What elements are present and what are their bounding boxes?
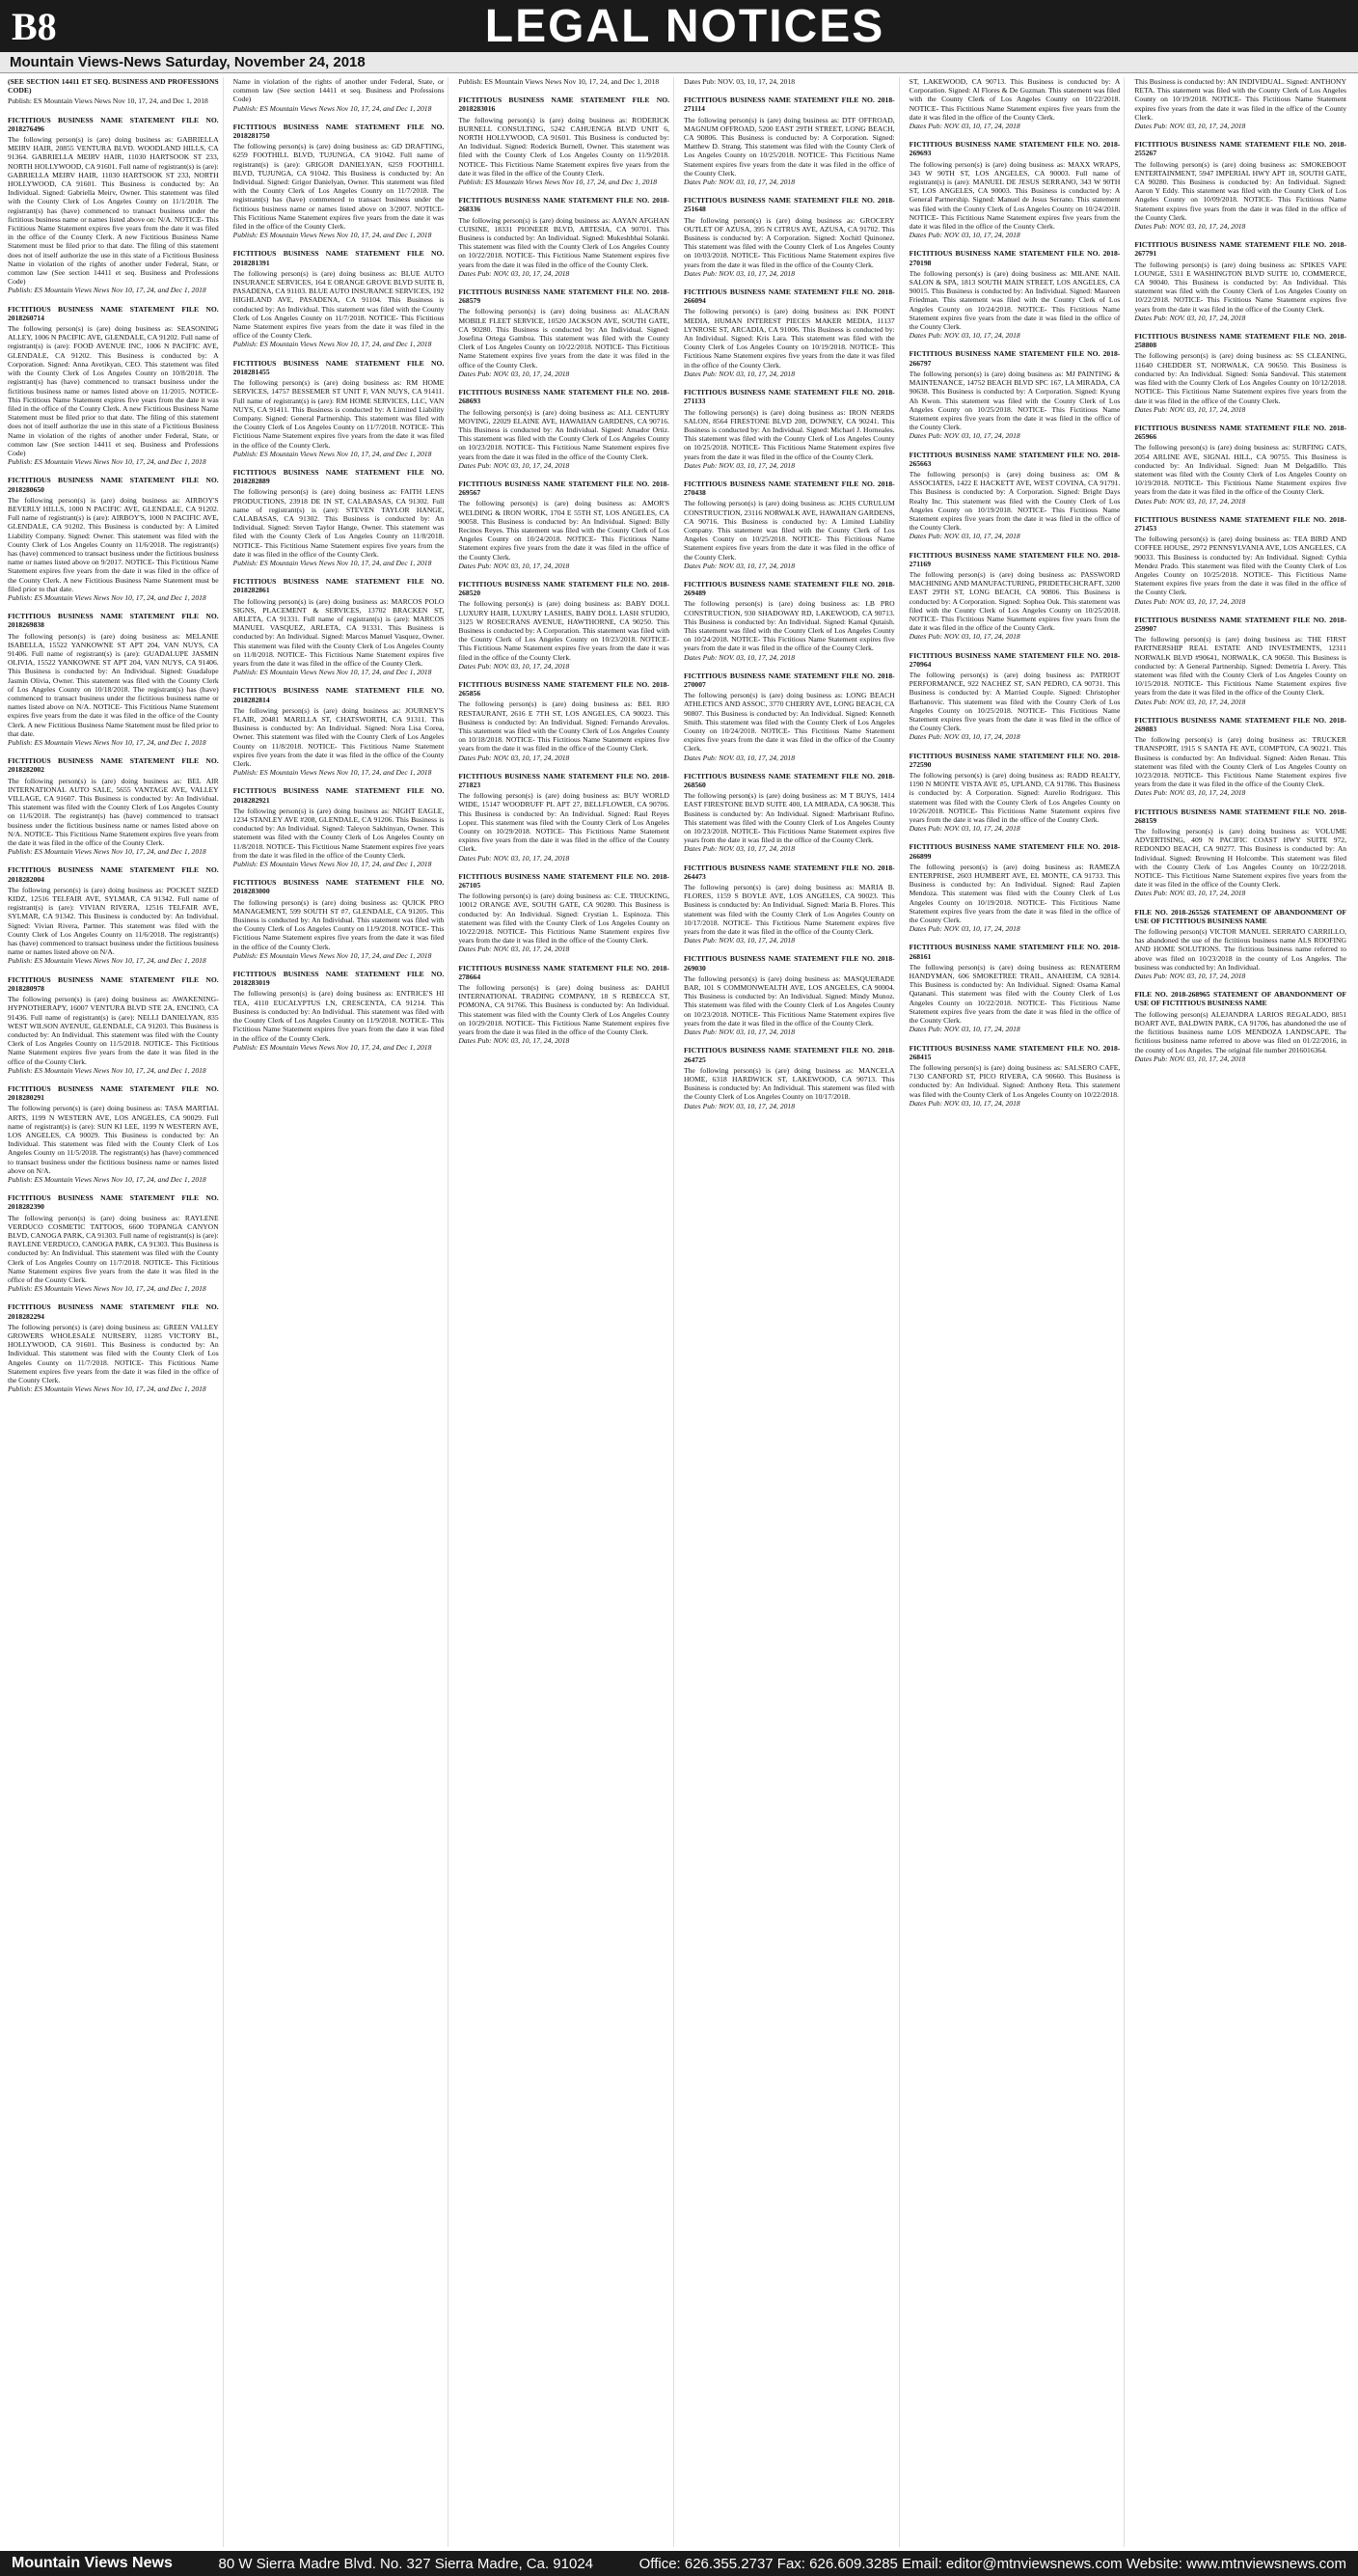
notice-publication-dates: Publish: ES Mountain Views News Nov 10, 17, 24, and Dec 1, 2018 (232, 768, 432, 778)
notice-publication-dates: Dates Pub: NOV. 03, 10, 17, 24, 2018 (909, 924, 1020, 934)
notice-publication-dates: Dates Pub: NOV. 03, 10, 17, 24, 2018 (1134, 404, 1246, 414)
notice-publication-dates: Dates Pub: NOV. 03, 10, 17, 24, 2018 (1134, 596, 1246, 606)
notice-body: The following person(s) is (are) doing business as: TRUCKER TRANSPORT, 1915 S SANTA FE AVE, COMPTON, CA 90221. This Business is conducted by: An Individual. Signed: Aiden Renau. This statement was filed with the County Clerk of Los Angeles County on 10/23/2018. NOTICE- This Fictitious Name Statement expires five years from the date it was filed in the office of the County Clerk. (1134, 735, 1346, 789)
notice-column (684, 77, 900, 2547)
notice-heading: FICTITIOUS BUSINESS NAME STATEMENT FILE NO. 2018-267105 (458, 871, 669, 891)
notice-heading: FICTITIOUS BUSINESS NAME STATEMENT FILE NO. 2018282889 (232, 467, 445, 486)
notice-heading: FICTITIOUS BUSINESS NAME STATEMENT FILE NO. 2018280978 (8, 974, 219, 993)
notice-heading: FICTITIOUS BUSINESS NAME STATEMENT FILE NO. 2018-278664 (458, 963, 669, 981)
notice-body: The following person(s) is (are) doing business as: RAMEZA ENTERPRISE, 2603 HUMBERT AVE, EL MONTE, CA 91733. This Business is conducted by: An Individual. Signed: Raul Zapien Mendoza. This statement was filed with the County Clerk of Los Angeles County on 10/19/2018. NOTICE- This Fictitious Name Statement expires five years from the date it was filed in the office of the County Clerk. (909, 862, 1121, 925)
notice-publication-dates: Publish: ES Mountain Views News Nov 10, 17, 24, and Dec 1, 2018 (8, 1065, 206, 1075)
legal-notice (233, 970, 445, 1052)
legal-notice (684, 863, 895, 945)
legal-notice (233, 123, 445, 240)
notice-publication-dates: Dates Pub: NOV. 03, 10, 17, 24, 2018 (1134, 122, 1246, 131)
notice-heading: FICTITIOUS BUSINESS NAME STATEMENT FILE NO. 2018-255267 (1134, 140, 1346, 158)
notice-publication-dates: Dates Pub: NOV. 03, 10, 17, 24, 2018 (684, 1101, 796, 1110)
notice-body: The following person(s) is (are) doing business as: BLUE AUTO INSURANCE SERVICES, 164 E ORANGE GROVE BLVD SUITE B, PASADENA, CA 91103. BLUE AUTO INSURANCE SERVICES, 192 HIGHLAND AVE, PASADENA, CA 91104. This Business is conducted by: An Individual. This statement was filed with the County Clerk of Los Angeles County on 11/7/2018. NOTICE- This Fictitious Name Statement expires five years from the date it was filed in the office of the County Clerk. (232, 268, 445, 341)
notice-publication-dates: Publish: ES Mountain Views News Nov 10, 17, 24, and Dec 1, 2018 (8, 286, 206, 295)
notice-body: The following person(s) is (are) doing business as: C.E. TRUCKING, 10012 ORANGE AVE, SOUTH GATE, CA 90280. This Business is conducted by: An Individual. Signed: Crystian L. Espinoza. This statement was filed with the County Clerk of Los Angeles County on 10/22/2018. NOTICE- This Fictitious Name Statement expires five years from the date it was filed in the office of the County Clerk. (458, 891, 669, 945)
notice-heading: FICTITIOUS BUSINESS NAME STATEMENT FILE NO. 2018-269567 (458, 479, 669, 498)
legal-notice (910, 842, 1121, 933)
notice-publication-dates: Dates Pub: NOV. 03, 10, 17, 24, 2018 (684, 268, 796, 278)
notice-publication-dates: Dates Pub: NOV. 03, 10, 17, 24, 2018 (684, 369, 796, 378)
notice-publication-dates: Publish: ES Mountain Views News Nov 10, 17, 24, and Dec 1, 2018 (8, 1284, 206, 1294)
notice-publication-dates: Publish: ES Mountain Views News Nov 10, 17, 24, and Dec 1, 2018 (232, 668, 432, 677)
notice-body: The following person(s) is (are) doing business as: OM & ASSOCIATES, 1422 E HACKETT AVE, WEST COVINA, CA 91791. This Business is conducted by: A Corporation. Signed: Bright Days Realty Inc. This statement was filed with the County Clerk of Los Angeles County on 10/19/2018. NOTICE- This Fictitious Name Statement expires five years from the date it was filed in the office of the County Clerk. (909, 469, 1121, 533)
legal-notice (458, 772, 669, 863)
legal-notice (684, 196, 895, 278)
notice-heading: FICTITIOUS BUSINESS NAME STATEMENT FILE NO. 2018-271823 (458, 771, 669, 790)
notice-publication-dates: Dates Pub: NOV. 03, 10, 17, 24, 2018 (1134, 1054, 1246, 1063)
notice-publication-dates: Publish: ES Mountain Views News Nov 10, 17, 24, and Dec 1, 2018 (232, 860, 432, 869)
notice-body: The following person(s) is (are) doing business as: TEA BIRD AND COFFEE HOUSE, 2972 PENNSYLVANIA AVE, LOS ANGELES, CA 90033. This Business is conducted by: An Individual. Signed: Cythia Mendez Prado. This statement was filed with the County Clerk of Los Angeles County on 10/25/2018. NOTICE- This Fictitious Name Statement expires five years from the date it was filed in the office of the County Clerk. (1134, 534, 1346, 597)
notice-heading: FICTITIOUS BUSINESS NAME STATEMENT FILE NO. 2018283000 (232, 878, 445, 896)
page-number: B8 (12, 4, 57, 48)
legal-notice (8, 1302, 219, 1393)
legal-notice (684, 96, 895, 186)
legal-notice (458, 288, 669, 378)
notice-publication-dates: Publish: ES Mountain Views News Nov 10, 17, 24, and Dec 1, 2018 (8, 1384, 206, 1394)
notice-body: The following person(s) is (are) doing business as: MASQUERADE BAR, 101 S COMMONWEALTH AVE, LOS ANGELES, CA 90004. This Business is conducted by: An Individual. Signed: Mindy Munoz. This statement was filed with the County Clerk of Los Angeles County on 10/23/2018. NOTICE- This Fictitious Name Statement expires five years from the date it was filed in the office of the County Clerk. (684, 973, 895, 1028)
notice-body: The following person(s) is (are) doing business as: BEL RIO RESTAURANT, 2616 E 7TH ST, LOS ANGELES, CA 90023. This Business is conducted by: An Individual. Signed: Fernando Arevalos. This statement was filed with the County Clerk of Los Angeles County on 10/18/2018. NOTICE- This Fictitious Name Statement expires five years from the date it was filed in the office of the County Clerk. (458, 699, 669, 754)
notice-heading: FICTITIOUS BUSINESS NAME STATEMENT FILE NO. 2018281391 (232, 249, 445, 267)
notice-body: The following person(s) is (are) doing business as: JOURNEY'S FLAIR, 20481 MARILLA ST, CHATSWORTH, CA 91311. This Business is conducted by: An Individual. Signed: Nora Lisa Corea, Owner. This statement was filed with the County Clerk of Los Angeles County on 11/8/2018. NOTICE- This Fictitious Name Statement expires five years from the date it was filed in the office of the County Clerk. (232, 705, 445, 769)
notice-heading: FICTITIOUS BUSINESS NAME STATEMENT FILE NO. 2018-266899 (909, 842, 1121, 861)
notice-publication-dates: Publish: ES Mountain Views News Nov 10, 17, 24, and Dec 1, 2018 (232, 231, 432, 240)
legal-notice (910, 1044, 1121, 1108)
notice-publication-dates: Dates Pub: NOV. 03, 10, 17, 24, 2018 (1134, 222, 1246, 232)
notice-publication-dates: Publish: ES Mountain Views News Nov 10, 17, 24, and Dec 1, 2018 (8, 956, 206, 966)
notice-heading: FICTITIOUS BUSINESS NAME STATEMENT FILE NO. 2018281750 (232, 122, 445, 141)
notice-body: The following person(s) is (are) doing business as: MARCOS POLO SIGNS, PLACEMENT & SERVICES, 13702 BRACKEN ST, ARLETA, CA 91331. Full name of registrant(s) is (are): MARCOS MANUEL VASQUEZ, ARLETA, CA 91331. This Business is conducted by: An Individual. Signed: Marcos Manuel Vasquez, Owner. This statement was filed with the County Clerk of Los Angeles County on 11/8/2018. NOTICE- This Fictitious Name Statement expires five years from the date it was filed in the office of the County Clerk. (232, 596, 445, 668)
footer-contact: Office: 626.355.2737 Fax: 626.609.3285 Email: editor@mtnviewsnews.com Website: www.mtnviewsnews.com (638, 2555, 1346, 2572)
notice-heading: FICTITIOUS BUSINESS NAME STATEMENT FILE NO. 2018-266797 (909, 349, 1121, 368)
notice-body: The following person(s) is (are) doing business as: MAXX WRAPS, 343 W 90TH ST, LOS ANGELES, CA 90003. Full name of registrant(s) is (are): MANUEL DE JESUS SERRANO, 343 W 90TH ST, LOS ANGELES, CA 90003. This Business is conducted by: A General Partnership. Signed: Manuel de Jesus Serrano. This statement was filed with the County Clerk of Los Angeles County on 10/24/2018. NOTICE- This Fictitious Name Statement expires five years from the date it was filed in the office of the County Clerk. (909, 159, 1121, 232)
notice-publication-dates: Dates Pub: NOV. 03, 10, 17, 24, 2018 (1134, 697, 1246, 706)
notice-heading: FICTITIOUS BUSINESS NAME STATEMENT FILE NO. 2018282002 (8, 756, 219, 775)
notice-heading: FICTITIOUS BUSINESS NAME STATEMENT FILE NO. 2018-258808 (1134, 332, 1346, 350)
notice-heading: FICTITIOUS BUSINESS NAME STATEMENT FILE NO. 2018282004 (8, 865, 219, 884)
notice-column (1134, 77, 1350, 2547)
notice-publication-dates: Dates Pub: NOV. 03, 10, 17, 24, 2018 (684, 1028, 796, 1037)
notice-publication-dates: Dates Pub: NOV. 03, 10, 17, 24, 2018 (684, 844, 796, 854)
notice-column (233, 77, 449, 2547)
legal-notice (233, 878, 445, 960)
notice-publication-dates: Publish: ES Mountain Views News Nov 10, 17, 24, and Dec 1, 2018 (8, 738, 206, 748)
notice-body: Publish: ES Mountain Views News Nov 10, 17, 24, and Dec 1, 2018 (8, 96, 208, 106)
notice-column (8, 77, 224, 2547)
legal-notice (684, 671, 895, 762)
notice-body: The following person(s) is (are) doing business as: RENATERM HANDYMAN, 606 SMOKETREE TRAIL, ANAHEIM, CA 92814. This Business is conducted by: An Individual. Signed: Osama Kamal Qatanani. This statement was filed with the County Clerk of Los Angeles County on 10/22/2018. NOTICE- This Fictitious Name Statement expires five years from the date it was filed in the office of the County Clerk. (909, 962, 1121, 1026)
notice-publication-dates: Dates Pub: NOV. 03, 10, 17, 24, 2018 (684, 561, 796, 570)
notice-body: The following person(s) is (are) doing business as: MJ PAINTING & MAINTENANCE, 14752 BEACH BLVD SPC 167, LA MIRADA, CA 90638. This Business is conducted by: A Corporation. Signed: Kyung Ah Kwon. This statement was filed with the County Clerk of Los Angeles County on 10/25/2018. NOTICE- This Fictitious Name Statement expires five years from the date it was filed in the office of the County Clerk. (909, 369, 1121, 432)
notice-body: The following person(s) is (are) doing business as: SPIKES VAPE LOUNGE, 5311 E WASHINGTON BLVD SUITE 10, COMMERCE, CA 90040. This Business is conducted by: An Individual. This statement was filed with the County Clerk of Los Angeles County on 10/22/2018. NOTICE- This Fictitious Name Statement expires five years from the date it was filed in the office of the County Clerk. (1134, 260, 1346, 314)
legal-notice (1134, 616, 1346, 706)
legal-notice (458, 77, 669, 86)
notice-body: The following person(s) is (are) doing business as: M T BUYS, 1414 EAST FIRESTONE BLVD SUITE 400, LA MIRADA, CA 90638. This Business is conducted by: An Individual. Signed: Marbrisant Rufino. This statement was filed with the County Clerk of Los Angeles County on 10/23/2018. NOTICE- This Fictitious Name Statement expires five years from the date it was filed in the office of the County Clerk. (684, 791, 895, 845)
notice-body: The following person(s) is (are) doing business as: ALACRAN MOBILE FLEET SERVICE, 10520 JACKSON AVE, SOUTH GATE, CA 90280. This Business is conducted by: An Individual. Signed: Josefina Ortega Gamboa. This statement was filed with the County Clerk of Los Angeles County on 10/22/2018. NOTICE- This Fictitious Name Statement expires five years from the date it was filed in the office of the County Clerk. (458, 307, 669, 370)
notice-body: The following person(s) is (are) doing business as: SS CLEANING, 11640 CHEDDER ST, NORWALK, CA 90650. This Business is conducted by: An Individual. Signed: Sonia Sandoval. This statement was filed with the County Clerk of Los Angeles County on 10/12/2018. NOTICE- This Fictitious Name Statement expires five years from the date it was filed in the office of the County Clerk. (1134, 351, 1346, 405)
notice-body: The following person(s) is (are) doing business as: AMOR'S WELDING & IRON WORK, 1704 E 55TH ST, LOS ANGELES, CA 90058. This Business is conducted by: An Individual. Signed: Billy Recinos Reyes. This statement was filed with the County Clerk of Los Angeles County on 10/24/2018. NOTICE- This Fictitious Name Statement expires five years from the date it was filed in the office of the County Clerk. (458, 499, 669, 562)
notice-heading: FICTITIOUS BUSINESS NAME STATEMENT FILE NO. 2018283016 (458, 96, 669, 114)
notice-publication-dates: Dates Pub: NOV. 03, 10, 17, 24, 2018 (1134, 972, 1246, 981)
notice-body: The following person(s) VICTOR MANUEL SERRATO CARRILLO, has abandoned the use of the fictitious business name ALS ROOFING AND HOME SOLUTIONS. The fictitious business name referred to above was filed on 10/23/2018 in the county of Los Angeles. The business was conducted by: An Individual. (1134, 927, 1346, 972)
notice-publication-dates: Dates Pub: NOV. 03, 10, 17, 24, 2018 (909, 532, 1020, 541)
notice-publication-dates: Publish: ES Mountain Views News Nov 10, 17, 24, and Dec 1, 2018 (8, 457, 206, 467)
notice-body: The following person(s) is (are) doing business as: LONG BEACH ATHLETICS AND ASSOC, 3770 CHERRY AVE, LONG BEACH, CA 90807. This Business is conducted by: An Individual. Signed: Kenneth Smith. This statement was filed with the County Clerk of Los Angeles County on 10/24/2018. NOTICE- This Fictitious Name Statement expires five years from the date it was filed in the office of the County Clerk. (684, 691, 895, 754)
notice-publication-dates: Dates Pub: NOV. 03, 10, 17, 24, 2018 (909, 732, 1020, 742)
notice-body: Publish: ES Mountain Views News Nov 10, 17, 24, and Dec 1, 2018 (458, 77, 660, 86)
notice-heading: FICTITIOUS BUSINESS NAME STATEMENT FILE NO. 2018-270198 (909, 249, 1121, 267)
legal-notice (8, 865, 219, 965)
notice-heading: FICTITIOUS BUSINESS NAME STATEMENT FILE NO. 2018-272590 (909, 751, 1121, 769)
notice-publication-dates: Dates Pub: NOV. 03, 10, 17, 24, 2018 (458, 945, 570, 954)
legal-notice (910, 249, 1121, 340)
notice-body: The following person(s) is (are) doing business as: GD DRAFTING, 6259 FOOTHILL BLVD, TUJUNGA, CA 91042. Full name of registrant(s) is (are): GRIGOR DANIELYAN, 6259 FOOTHILL BLVD, TUJUNGA, CA 91042. This Business is conducted by: An Individual. Signed: Grigor Danielyan, Owner. This statement was filed with the County Clerk of Los Angeles County on 11/7/2018. The registrant(s) has (have) commenced to transact business under the fictitious business name or names listed above on 3/2007. NOTICE- This Fictitious Name Statement expires five years from the date it was filed in the office of the County Clerk. (232, 142, 445, 232)
notice-heading: FICTITIOUS BUSINESS NAME STATEMENT FILE NO. 2018281455 (232, 358, 445, 376)
notice-publication-dates: Publish: ES Mountain Views News Nov 10, 17, 24, and Dec 1, 2018 (8, 847, 206, 857)
notice-body: The following person(s) is (are) doing business as: GROCERY OUTLET OF AZUSA, 395 N CITRUS AVE, AZUSA, CA 91702. This Business is conducted by: A Corporation. Signed: Xochitl Quinonez. This statement was filed with the County Clerk of Los Angeles County on 10/03/2018. NOTICE- This Fictitious Name Statement expires five years from the date it was filed in the office of the County Clerk. (684, 215, 895, 269)
notice-heading: FICTITIOUS BUSINESS NAME STATEMENT FILE NO. 2018282390 (8, 1193, 219, 1212)
notice-body: The following person(s) is (are) doing business as: GREEN VALLEY GROWERS WHOLESALE NURSERY, 11285 VICTORY BL, HOLLYWOOD, CA 91601. This Business is conducted by: An Individual. This statement was filed with the County Clerk of Los Angeles County on 11/7/2018. NOTICE- This Fictitious Name Statement expires five years from the date it was filed in the office of the County Clerk. (8, 1322, 219, 1385)
legal-notice (8, 77, 219, 106)
notice-heading: FICTITIOUS BUSINESS NAME STATEMENT FILE NO. 2018-268520 (458, 579, 669, 598)
notice-body: The following person(s) is (are) doing business as: MILANE NAIL SALON & SPA, 1813 SOUTH MAIN STREET, LOS ANGELES, CA 90015. This Business is conducted by: An Individual. Signed: Maureen Friedman. This statement was filed with the County Clerk of Los Angeles County on 10/24/2018. NOTICE- This Fictitious Name Statement expires five years from the date it was filed in the office of the County Clerk. (909, 268, 1121, 332)
notice-heading: FICTITIOUS BUSINESS NAME STATEMENT FILE NO. 2018-271114 (684, 96, 895, 114)
legal-notice (684, 1046, 895, 1110)
notice-heading: FICTITIOUS BUSINESS NAME STATEMENT FILE NO. 2018-269030 (684, 954, 895, 973)
notice-heading: FICTITIOUS BUSINESS NAME STATEMENT FILE NO. 2018282921 (232, 786, 445, 805)
legal-notice (233, 786, 445, 868)
notice-body: The following person(s) is (are) doing business as: VOLUME ADVERTISING, 409 N PACIFIC COAST HWY SUITE 972, REDONDO BEACH, CA 90277. This Business is conducted by: An Individual. Signed: Browning H Holcombe. This statement was filed with the County Clerk of Los Angeles County on 10/22/2018. NOTICE- This Fictitious Name Statement expires five years from the date it was filed in the office of the County Clerk. (1134, 827, 1346, 890)
notice-body: The following person(s) is (are) doing business as: IRON NERDS SALON, 8564 FIRESTONE BLVD 208, DOWNEY, CA 90241. This Business is conducted by: An Individual. Signed: Michael J. Horneales. This statement was filed with the County Clerk of Los Angeles County on 10/25/2018. NOTICE- This Fictitious Name Statement expires five years from the date it was filed in the office of the County Clerk. (684, 407, 895, 461)
notice-publication-dates: Dates Pub: NOV. 03, 10, 17, 24, 2018 (909, 122, 1020, 131)
notice-publication-dates: Dates Pub: NOV. 03, 10, 17, 24, 2018 (684, 753, 796, 762)
notice-heading: (SEE SECTION 14411 ET SEQ. BUSINESS AND PROFESSIONS CODE) (8, 77, 219, 96)
legal-notice (458, 580, 669, 671)
notice-heading: FICTITIOUS BUSINESS NAME STATEMENT FILE NO. 2018282814 (232, 686, 445, 704)
legal-notice (8, 1193, 219, 1293)
legal-notice (458, 480, 669, 570)
notice-body: The following person(s) is (are) doing business as: RAYLENE VERDUCO COSMETIC TATTOOS, 6600 TOPANGA CANYON BLVD, CANOGA PARK, CA 91303. Full name of registrant(s) is (are): RAYLENE VERDUCO, CANOGA PARK, CA 91303. This Business is conducted by: An Individual. This statement was filed with the County Clerk of Los Angeles County on 11/7/2018. NOTICE- This Fictitious Name Statement expires five years from the date it was filed in the office of the County Clerk. (8, 1213, 219, 1284)
notice-body: Name in violation of the rights of another under Federal, State, or common law (See section 14411 et seq. Business and Professions Code) (232, 77, 445, 104)
legal-notice (1134, 240, 1346, 322)
notice-body: ST, LAKEWOOD, CA 90713. This Business is conducted by: A Corporation. Signed: Al Flores & De Guzman. This statement was filed with the County Clerk of Los Angeles County on 10/22/2018. NOTICE- This Fictitious Name Statement expires five years from the date it was filed in the office of the County Clerk. (909, 77, 1121, 122)
legal-notice (458, 872, 669, 954)
legal-notice (910, 451, 1121, 541)
legal-notice (8, 1084, 219, 1184)
notice-publication-dates: Dates Pub: NOV. 03, 10, 17, 24, 2018 (909, 632, 1020, 642)
legal-notice (8, 756, 219, 856)
notice-publication-dates: Publish: ES Mountain Views News Nov 10, 17, 24, and Dec 1, 2018 (232, 558, 432, 567)
notice-body: The following person(s) ALEJANDRA LARIOS REGALADO, 8851 BOART AVE, BALDWIN PARK, CA 91706, has abandoned the use of the fictitious business name LOS MENDOZA LANDSCAPE. The fictitious business name referred to above was filed on 01/22/2016, in the county of Los Angeles. The original file number 2016016364. (1134, 1009, 1346, 1055)
legal-notice (1134, 515, 1346, 606)
legal-notice (684, 288, 895, 378)
notice-heading: FICTITIOUS BUSINESS NAME STATEMENT FILE NO. 2018-264725 (684, 1046, 895, 1064)
notice-body: The following person(s) is (are) doing business as: DAHUI INTERNATIONAL TRADING COMPANY, 18 S REBECCA ST, POMONA, CA 91766. This Business is conducted by: An Individual. This statement was filed with the County Clerk of Los Angeles County on 10/29/2018. NOTICE- This Fictitious Name Statement expires five years from the date it was filed in the office of the County Clerk. (458, 983, 669, 1037)
legal-notice (684, 480, 895, 570)
notice-body: The following person(s) is (are) doing business as: THE FIRST PARTNERSHIP REAL ESTATE AND INVESTMENTS, 12311 NORWALK BLVD #90641, NORWALK, CA 90650. This Business is conducted by: A General Partnership. Signed: Demetria L Avery. This statement was filed with the County Clerk of Los Angeles County on 10/15/2018. NOTICE- This Fictitious Name Statement expires five years from the date it was filed in the office of the County Clerk. (1134, 635, 1346, 698)
notice-body: The following person(s) is (are) doing business as: SURFING CATS, 2054 ARLINE AVE, SIGNAL HILL, CA 90755. This Business is conducted by: An Individual. Signed: Juan M Delgadillo. This statement was filed with the County Clerk of Los Angeles County on 10/19/2018. NOTICE- This Fictitious Name Statement expires five years from the date it was filed in the office of the County Clerk. (1134, 443, 1346, 497)
notice-publication-dates: Dates Pub: NOV. 03, 10, 17, 24, 2018 (458, 1036, 570, 1046)
notice-heading: FICTITIOUS BUSINESS NAME STATEMENT FILE NO. 2018-266094 (684, 288, 895, 306)
legal-notice (684, 954, 895, 1036)
notice-heading: FICTITIOUS BUSINESS NAME STATEMENT FILE NO. 2018282861 (232, 577, 445, 595)
notice-body: The following person(s) is (are) doing business as: RM HOME SERVICES, 14757 BESSEMER ST UNIT F, VAN NUYS, CA 91411. Full name of registrant(s) is (are): RM HOME SERVICES, LLC, VAN NUYS, CA 91411. This Business is conducted by: A Limited Liability Company. Signed: General Partnership. This statement was filed with the County Clerk of Los Angeles County on 11/7/2018. NOTICE- This Fictitious Name Statement expires five years from the date it was filed in the office of the County Clerk. (232, 378, 445, 450)
legal-notice (1134, 990, 1346, 1063)
notice-body: This Business is conducted by: AN INDIVIDUAL. Signed: ANTHONY RETA. This statement was filed with the County Clerk of Los Angeles County on 10/19/2018. NOTICE- This Fictitious Name Statement expires five years from the date it was filed in the office of the County Clerk. (1134, 77, 1346, 122)
notice-body: The following person(s) is (are) doing business as: PASSWORD MACHINING AND MANUFACTURING, PRIDETECHCRAFT, 3200 EAST 29TH ST, LONG BEACH, CA 90806. This Business is conducted by: A Corporation. Signed: Sophea Ouk. This statement was filed with the County Clerk of Los Angeles County on 10/25/2018. NOTICE- This Fictitious Name Statement expires five years from the date it was filed in the office of the County Clerk. (909, 569, 1121, 633)
notice-body: The following person(s) is (are) doing business as: QUICK PRO MANAGEMENT, 599 SOUTH ST #7, GLENDALE, CA 91205. This Business is conducted by: An Individual. This statement was filed with the County Clerk of Los Angeles County on 11/9/2018. NOTICE- This Fictitious Name Statement expires five years from the date it was filed in the office of the County Clerk. (232, 897, 445, 951)
notice-heading: FICTITIOUS BUSINESS NAME STATEMENT FILE NO. 2018-270007 (684, 671, 895, 689)
legal-notice (910, 349, 1121, 440)
legal-notice (1134, 140, 1346, 231)
legal-notice (8, 612, 219, 747)
notice-body: The following person(s) is (are) doing business as: TASA MARTIAL ARTS, 1199 N WESTERN AVE, LOS ANGELES, CA 90029. Full name of registrant(s) is (are): SUN KI LEE, 1199 N WESTERN AVE, LOS ANGELES, CA 90029. This Business is conducted by: An Individual. This statement was filed with the County Clerk of Los Angeles County on 11/5/2018. The registrant(s) has (have) commenced to transact business under the fictitious business name or names listed above on N/A. (8, 1104, 219, 1175)
legal-notice (1134, 808, 1346, 898)
legal-notice (1134, 908, 1346, 981)
notice-heading: FILE NO. 2018-268965 STATEMENT OF ABANDONMENT OF USE OF FICTITIOUS BUSINESS NAME (1134, 990, 1346, 1008)
legal-notice (8, 305, 219, 467)
issue-date-bar: Mountain Views-News Saturday, November 24, 2018 (0, 52, 1358, 73)
notice-heading: FICTITIOUS BUSINESS NAME STATEMENT FILE NO. 2018283019 (232, 970, 445, 988)
legal-notice (910, 943, 1121, 1033)
legal-notice (233, 468, 445, 567)
notice-publication-dates: Dates Pub: NOV. 03, 10, 17, 24, 2018 (909, 1025, 1020, 1034)
legal-notice (233, 359, 445, 458)
notice-heading: FICTITIOUS BUSINESS NAME STATEMENT FILE NO. 2018-268579 (458, 288, 669, 306)
legal-notice (458, 964, 669, 1046)
notice-heading: FICTITIOUS BUSINESS NAME STATEMENT FILE NO. 2018-265856 (458, 679, 669, 699)
notice-body: The following person(s) is (are) doing business as: MANCELA HOME, 6318 HARDWICK ST, LAKEWOOD, CA 90713. This Business is conducted by: An Individual. This statement was filed with the County Clerk of Los Angeles County on 10/17/2018. (684, 1065, 895, 1102)
notice-publication-dates: Dates Pub: NOV. 03, 10, 17, 24, 2018 (684, 460, 796, 470)
notice-body: The following person(s) is (are) doing business as: BUY WORLD WIDE, 15147 WOODRUFF PL APT 27, BELLFLOWER, CA 90706. This Business is conducted by: An Individual. Signed: Raul Reyes Lopez. This statement was filed with the County Clerk of Los Angeles County on 10/29/2018. NOTICE- This Fictitious Name Statement expires five years from the date it was filed in the office of the County Clerk. (458, 791, 669, 854)
notice-column (910, 77, 1126, 2547)
notice-publication-dates: Dates Pub: NOV. 03, 10, 17, 24, 2018 (1134, 788, 1246, 798)
legal-notice (1134, 77, 1346, 130)
legal-notice (910, 651, 1121, 742)
legal-notice (8, 476, 219, 602)
notice-body: The following person(s) is (are) doing business as: SALSERO CAFE, 7130 CANFORD ST, PICO RIVERA, CA 90660. This Business is conducted by: An Individual. Signed: Anthony Reta. This statement was filed with the County Clerk of Los Angeles County on 10/22/2018. (909, 1062, 1121, 1099)
notice-heading: FICTITIOUS BUSINESS NAME STATEMENT FILE NO. 2018-268693 (458, 388, 669, 406)
notice-publication-dates: Publish: ES Mountain Views News Nov 10, 17, 24, and Dec 1, 2018 (232, 449, 432, 458)
notice-body: The following person(s) is (are) doing business as: MELANIE ISABELLA, 15522 YANKOWNE ST APT 204, VAN NUYS, CA 91406. Full name of registrant(s) is (are): GUADALUPE JASMIN OLIVIA, 15522 YANKOWNE ST APT 204, VAN NUYS, CA 91406. This Business is conducted by: An Individual. Signed: Guadalupe Jasmin Olivia, Owner. This statement was filed with the County Clerk of Los Angeles County on 10/18/2018. The registrant(s) has (have) commenced to transact business under the fictitious business name or names listed above on N/A. NOTICE- This Fictitious Name Statement expires five years from the date it was filed in the office of the County Clerk. A new Fictitious Business Name Statement must be filed prior to that date. (8, 631, 219, 738)
notice-publication-dates: Dates Pub: NOV. 03, 10, 17, 24, 2018 (909, 824, 1020, 834)
notice-body: The following person(s) is (are) doing business as: SMOKEBOOT ENTERTAINMENT, 5947 IMPERIAL HWY APT 18, SOUTH GATE, CA 90280. This Business is conducted by: An Individual. Signed: Aaron Y Eddy. This statement was filed with the County Clerk of Los Angeles County on 10/09/2018. NOTICE- This Fictitious Name Statement expires five years from the date it was filed in the office of the County Clerk. (1134, 159, 1346, 222)
notice-heading: FICTITIOUS BUSINESS NAME STATEMENT FILE NO. 2018-268415 (909, 1043, 1121, 1061)
notice-publication-dates: Dates Pub: NOV. 03, 10, 17, 24, 2018 (1134, 889, 1246, 898)
legal-notice (1134, 424, 1346, 506)
legal-notice (458, 388, 669, 470)
notice-publication-dates: Dates Pub: NOV. 03, 10, 17, 24, 2018 (684, 178, 796, 187)
notice-publication-dates: Dates Pub: NOV. 03, 10, 17, 24, 2018 (684, 652, 796, 662)
legal-notice (910, 140, 1121, 239)
legal-notice (458, 680, 669, 762)
notice-publication-dates: Dates Pub: NOV. 03, 10, 17, 24, 2018 (458, 460, 570, 470)
notice-body: The following person(s) is (are) doing business as: LB PRO CONSTRUCTION, 930 SHADOWAY RD, LAKEWOOD, CA 90713. This Business is conducted by: An Individual. Signed: Kamal Qutaish. This statement was filed with the County Clerk of Los Angeles County on 10/24/2018. NOTICE- This Fictitious Name Statement expires five years from the date it was filed in the office of the County Clerk. (684, 599, 895, 653)
notice-body: The following person(s) is (are) doing business as: MARIA B. FLORES, 1159 S BOYLE AVE, LOS ANGELES, CA 90023. This Business is conducted by: An Individual. Signed: Maria B. Flores. This statement was filed with the County Clerk of Los Angeles County on 10/17/2018. NOTICE- This Fictitious Name Statement expires five years from the date it was filed in the office of the County Clerk. (684, 883, 895, 937)
footer-bar (0, 2551, 1358, 2576)
notice-publication-dates: Dates Pub: NOV. 03, 10, 17, 24, 2018 (684, 936, 796, 945)
notice-publication-dates: Dates Pub: NOV. 03, 10, 17, 24, 2018 (909, 231, 1020, 240)
notice-column (458, 77, 674, 2547)
legal-notice (684, 580, 895, 662)
footer-address: 80 W Sierra Madre Blvd. No. 327 Sierra Madre, Ca. 91024 (218, 2555, 593, 2572)
legal-notice (458, 196, 669, 278)
notice-publication-dates: Dates Pub: NOV. 03, 10, 17, 24, 2018 (909, 331, 1020, 341)
notice-heading: FICTITIOUS BUSINESS NAME STATEMENT FILE NO. 2018-269883 (1134, 715, 1346, 733)
legal-notice (233, 249, 445, 348)
notice-heading: FILE NO. 2018-265526 STATEMENT OF ABANDONMENT OF USE OF FICTITIOUS BUSINESS NAME (1134, 907, 1346, 925)
legal-notice (910, 551, 1121, 642)
notice-heading: FICTITIOUS BUSINESS NAME STATEMENT FILE NO. 2018-265663 (909, 450, 1121, 468)
notice-heading: FICTITIOUS BUSINESS NAME STATEMENT FILE NO. 2018-271169 (909, 550, 1121, 568)
notice-publication-dates: Dates Pub: NOV. 03, 10, 17, 24, 2018 (458, 369, 570, 378)
legal-notice (458, 96, 669, 186)
notice-publication-dates: Publish: ES Mountain Views News Nov 10, 17, 24, and Dec 1, 2018 (232, 950, 432, 960)
masthead (0, 0, 1358, 52)
notice-heading: FICTITIOUS BUSINESS NAME STATEMENT FILE NO. 2018-271453 (1134, 514, 1346, 533)
legal-notice (1134, 716, 1346, 798)
notice-heading: FICTITIOUS BUSINESS NAME STATEMENT FILE NO. 2018282294 (8, 1302, 219, 1321)
notice-publication-dates: Dates Pub: NOV. 03, 10, 17, 24, 2018 (909, 431, 1020, 441)
notice-heading: FICTITIOUS BUSINESS NAME STATEMENT FILE NO. 2018260714 (8, 304, 219, 322)
legal-notice (8, 116, 219, 295)
legal-notice (233, 686, 445, 777)
notice-heading: FICTITIOUS BUSINESS NAME STATEMENT FILE NO. 2018-269489 (684, 579, 895, 598)
notice-body: The following person(s) is (are) doing business as: RADD REALTY, 1190 N MONTE VISTA AVE #5, UPLAND, CA 91786. This Business is conducted by: A Corporation. Signed: Aurelio Rodriguez. This statement was filed with the County Clerk of Los Angeles County on 10/26/2018. NOTICE- This Fictitious Name Statement expires five years from the date it was filed in the office of the County Clerk. (909, 771, 1121, 825)
page-title: LEGAL NOTICES (484, 0, 885, 52)
notice-publication-dates: Dates Pub: NOV. 03, 10, 17, 24, 2018 (1134, 496, 1246, 506)
legal-notice (1134, 332, 1346, 414)
notice-body: The following person(s) is (are) doing business as: INK POINT MEDIA, HUMAN INTEREST PIECES MAKER MEDIA, 11137 LYNROSE ST, ARCADIA, CA 91006. This Business is conducted by: An Individual. Signed: Kris Lara. This statement was filed with the County Clerk of Los Angeles County on 10/19/2018. NOTICE- This Fictitious Name Statement expires five years from the date it was filed in the office of the County Clerk. (684, 307, 895, 370)
notice-heading: FICTITIOUS BUSINESS NAME STATEMENT FILE NO. 2018276496 (8, 115, 219, 133)
notice-body: The following person(s) is (are) doing business as: RODERICK BURNELL CONSULTING, 5242 CAHUENGA BLVD UNIT 6, NORTH HOLLYWOOD, CA 91601. This Business is conducted by: An Individual. Signed: Roderick Burnell, Owner. This statement was filed with the County Clerk of Los Angeles County on 11/9/2018. NOTICE- This Fictitious Name Statement expires five years from the date it was filed in the office of the County Clerk. (458, 115, 669, 178)
legal-notice (684, 388, 895, 470)
notice-heading: FICTITIOUS BUSINESS NAME STATEMENT FILE NO. 2018-264473 (684, 863, 895, 881)
notice-body: The following person(s) is (are) doing business as: PATRIOT PERFORMANCE, 922 NACHEZ ST, SAN PEDRO, CA 90731. This Business is conducted by: A Married Couple. Signed: Christopher Barhanovic. This statement was filed with the County Clerk of Los Angeles County on 10/25/2018. NOTICE- This Fictitious Name Statement expires five years from the date it was filed in the office of the County Clerk. (909, 670, 1121, 733)
notice-body: The following person(s) is (are) doing business as: BEL AIR INTERNATIONAL AUTO SALE, 5655 VANTAGE AVE, VALLEY VILLAGE, CA 91607. This Business is conducted by: An Individual. This statement was filed with the County Clerk of Los Angeles County on 11/6/2018. The registrant(s) has (have) commenced to transact business under the fictitious business name or names listed above on N/A. NOTICE- This Fictitious Name Statement expires five years from the date it was filed in the office of the County Clerk. (8, 776, 219, 848)
footer-publication: Mountain Views News (12, 2555, 173, 2571)
notice-publication-dates: Publish: ES Mountain Views News Nov 10, 17, 24, and Dec 1, 2018 (458, 178, 658, 187)
notice-heading: FICTITIOUS BUSINESS NAME STATEMENT FILE NO. 2018-268161 (909, 943, 1121, 961)
legal-notice (233, 577, 445, 676)
notice-body: The following person(s) is (are) doing business as: DTF OFFROAD, MAGNUM OFFROAD, 5200 EAST 29TH STREET, LONG BEACH, CA 90806. This Business is conducted by: A Corporation. Signed: Matthew D. Strang. This statement was filed with the County Clerk of Los Angeles County on 10/25/2018. NOTICE- This Fictitious Name Statement expires five years from the date it was filed in the office of the County Clerk. (684, 115, 895, 178)
notice-body: The following person(s) is (are) doing business as: GABRIELLA MEIRV HAIR, 20855 VENTURA BLVD. WOODLAND HILLS, CA 91364. GABRIELLA MEIRV HAIR, 11030 HARTSOOK ST 233, NORTH HOLLYWOOD, CA 91601. Full name of registrant(s) is (are): GABRIELLA MEIRV HAIR, 11030 HARTSOOK ST 233, NORTH HOLLYWOOD, CA 91601. This Business is conducted by: An Individual. Signed: Gabriella Meirv, Owner. This statement was filed with the County Clerk of Los Angeles County on 11/1/2018. The registrant(s) has (have) commenced to transact business under the fictitious business name or names listed above on: N/A. NOTICE- This Fictitious Name Statement expires five years from the date it was filed in the office of the County Clerk. A new Fictitious Business Name Statement must be filed prior to that date. The filing of this statement does not of itself authorize the use in this state of a Fictitious Business Name in violation of the rights of another under Federal, State, or common law (See section 14411 et seq. Business and Professions Code) (8, 135, 219, 287)
notice-publication-dates: Publish: ES Mountain Views News Nov 10, 17, 24, and Dec 1, 2018 (232, 103, 432, 113)
notice-heading: FICTITIOUS BUSINESS NAME STATEMENT FILE NO. 2018-269693 (909, 140, 1121, 158)
notice-heading: FICTITIOUS BUSINESS NAME STATEMENT FILE NO. 2018269838 (8, 612, 219, 630)
notice-body: The following person(s) is (are) doing business as: SEASONING ALLEY, 1006 N PACIFIC AVE, GLENDALE, CA 91202. Full name of registrant(s) is (are): FOOD AVENUE INC, 1006 N PACIFIC AVE, GLENDALE, CA 91202. This Business is conducted by: A Corporation. Signed: Anna Avetikyan, CEO. This statement was filed with the County Clerk of Los Angeles County on 10/8/2018. The registrant(s) has (have) commenced to transact business under the fictitious business name or names listed above on 11/2015. NOTICE- This Fictitious Name Statement expires five years from the date it was filed in the office of the County Clerk. A new Fictitious Business Name Statement must be filed prior to that date. The filing of this statement does not of itself authorize the use in this state of a Fictitious Business Name in violation of the rights of another under Federal, State, or common law (See section 14411 et seq. Business and Professions Code) (8, 324, 219, 457)
legal-notice (910, 77, 1121, 130)
notice-publication-dates: Publish: ES Mountain Views News Nov 10, 17, 24, and Dec 1, 2018 (232, 340, 432, 349)
legal-notice (910, 752, 1121, 834)
notice-heading: FICTITIOUS BUSINESS NAME STATEMENT FILE NO. 2018-251648 (684, 196, 895, 214)
notice-heading: FICTITIOUS BUSINESS NAME STATEMENT FILE NO. 2018-268560 (684, 771, 895, 790)
notice-heading: FICTITIOUS BUSINESS NAME STATEMENT FILE NO. 2018-265966 (1134, 423, 1346, 442)
notice-heading: FICTITIOUS BUSINESS NAME STATEMENT FILE NO. 2018-268159 (1134, 807, 1346, 825)
notice-body: The following person(s) is (are) doing business as: ENTRICE'S HI TEA, 4110 EUCALYPTUS LN, CRESCENTA, CA 91214. This Business is conducted by: An Individual. This statement was filed with the County Clerk of Los Angeles County on 11/9/2018. NOTICE- This Fictitious Name Statement expires five years from the date it was filed in the office of the County Clerk. (232, 989, 445, 1043)
notice-body: The following person(s) is (are) doing business as: AAYAN AFGHAN CUISINE, 18331 PIONEER BLVD, ARTESIA, CA 90701. This Business is conducted by: An Individual. Signed: Mukeshbhai Solanki. This statement was filed with the County Clerk of Los Angeles County on 10/22/2018. NOTICE- This Fictitious Name Statement expires five years from the date it was filed in the office of the County Clerk. (458, 215, 669, 269)
notice-heading: FICTITIOUS BUSINESS NAME STATEMENT FILE NO. 2018-259907 (1134, 615, 1346, 633)
notice-publication-dates: Dates Pub: NOV. 03, 10, 17, 24, 2018 (1134, 313, 1246, 322)
notice-publication-dates: Publish: ES Mountain Views News Nov 10, 17, 24, and Dec 1, 2018 (8, 1174, 206, 1184)
notice-body: The following person(s) is (are) doing business as: FAITH LENS PRODUCTIONS, 23918 DE IN ST, CALABASAS, CA 91302. Full name of registrant(s) is (are): STEVEN TAYLOR HANGE, CALABASAS, CA 91302. This Business is conducted by: An Individual. Signed: Steven Taylor Hange, Owner. This statement was filed with the County Clerk of Los Angeles County on 11/8/2018. NOTICE- This Fictitious Name Statement expires five years from the date it was filed in the office of the County Clerk. (232, 487, 445, 559)
notice-publication-dates: Dates Pub: NOV. 03, 10, 17, 24, 2018 (458, 853, 570, 863)
notice-body: The following person(s) is (are) doing business as: NIGHT EAGLE, 1234 STANLEY AVE #208, GLENDALE, CA 91206. This Business is conducted by: An Individual. Signed: Taleyon Sakhinyan, Owner. This statement was filed with the County Clerk of Los Angeles County on 11/8/2018. NOTICE- This Fictitious Name Statement expires five years from the date it was filed in the office of the County Clerk. (232, 806, 445, 860)
notice-body: The following person(s) is (are) doing business as: JCHS CURULUM CONSTRUCTION, 23116 NORWALK AVE, HAWAIIAN GARDENS, CA 90716. This Business is conducted by: A Limited Liability Company. This statement was filed with the County Clerk of Los Angeles County on 10/25/2018. NOTICE- This Fictitious Name Statement expires five years from the date it was filed in the office of the County Clerk. (684, 499, 895, 562)
legal-notice (684, 77, 895, 86)
notice-publication-dates: Dates Pub: NOV. 03, 10, 17, 24, 2018 (458, 268, 570, 278)
notice-body: Dates Pub: NOV. 03, 10, 17, 24, 2018 (684, 77, 796, 86)
notice-body: The following person(s) is (are) doing business as: AIRBOY'S BEVERLY HILLS, 1000 N PACIFIC AVE, GLENDALE, CA 91202. Full name of registrant(s) is (are): AIRBOY'S, 1000 N PACIFIC AVE, GLENDALE, CA 91202. This Business is conducted by: A Limited Liability Company. Signed: Owner. This statement was filed with the County Clerk of Los Angeles County on 11/6/2018. The registrant(s) has (have) commenced to transact business under the fictitious business name or names listed above on 9/2017. NOTICE- This Fictitious Name Statement expires five years from the date it was filed in the office of the County Clerk. A new Fictitious Business Name Statement must be filed prior to that date. (8, 495, 219, 593)
notice-body: The following person(s) is (are) doing business as: POCKET SIZED KIDZ, 12516 TELFAIR AVE, SYLMAR, CA 91342. Full name of registrant(s) is (are): VIVIAN RIVERA, 12516 TELFAIR AVE, SYLMAR, CA 91342. This Business is conducted by: An Individual. Signed: Vivian Rivera, Partner. This statement was filed with the County Clerk of Los Angeles County on 11/6/2018. The registrant(s) has (have) commenced to transact business under the fictitious business name or names listed above on N/A. (8, 885, 219, 957)
notice-heading: FICTITIOUS BUSINESS NAME STATEMENT FILE NO. 2018-271133 (684, 388, 895, 406)
notice-publication-dates: Publish: ES Mountain Views News Nov 10, 17, 24, and Dec 1, 2018 (8, 592, 206, 602)
notice-publication-dates: Dates Pub: NOV. 03, 10, 17, 24, 2018 (909, 1098, 1020, 1108)
notice-heading: FICTITIOUS BUSINESS NAME STATEMENT FILE NO. 2018-270438 (684, 479, 895, 498)
legal-notice (684, 772, 895, 854)
notice-publication-dates: Dates Pub: NOV. 03, 10, 17, 24, 2018 (458, 661, 570, 671)
notice-heading: FICTITIOUS BUSINESS NAME STATEMENT FILE NO. 2018-267791 (1134, 240, 1346, 259)
notice-body: The following person(s) is (are) doing business as: BABY DOLL LUXURY HAIR, LUXURY LASHES, BABY DOLL LASH STUDIO, 3125 W ROSECRANS AVENUE, HAWTHORNE, CA 90250. This Business is conducted by: A Corporation. This statement was filed with the County Clerk of Los Angeles County on 10/23/2018. NOTICE- This Fictitious Name Statement expires five years from the date it was filed in the office of the County Clerk. (458, 599, 669, 662)
legal-notice (233, 77, 445, 113)
notice-publication-dates: Publish: ES Mountain Views News Nov 10, 17, 24, and Dec 1, 2018 (232, 1042, 432, 1052)
notice-heading: FICTITIOUS BUSINESS NAME STATEMENT FILE NO. 2018-268336 (458, 196, 669, 214)
notice-publication-dates: Dates Pub: NOV. 03, 10, 17, 24, 2018 (458, 561, 570, 570)
notice-columns (8, 77, 1350, 2547)
legal-notice (8, 975, 219, 1075)
notice-heading: FICTITIOUS BUSINESS NAME STATEMENT FILE NO. 2018280291 (8, 1083, 219, 1103)
notice-heading: FICTITIOUS BUSINESS NAME STATEMENT FILE NO. 2018280650 (8, 476, 219, 494)
notice-body: The following person(s) is (are) doing business as: AWAKENING-HYPNOTHERAPY, 16007 VENTURA BLVD STE 2A, ENCINO, CA 91436. Full name of registrant(s) is (are): NELLI DANIELYAN, 835 WEST WILSON AVENUE, GLENDALE, CA 91203. This Business is conducted by: An Individual. This statement was filed with the County Clerk of Los Angeles County on 11/5/2018. NOTICE- This Fictitious Name Statement expires five years from the date it was filed in the office of the County Clerk. (8, 995, 219, 1066)
notice-body: The following person(s) is (are) doing business as: ALL CENTURY MOVING, 22029 ELAINE AVE, HAWAIIAN GARDENS, CA 90716. This Business is conducted by: An Individual. Signed: Amador Ortiz. This statement was filed with the County Clerk of Los Angeles County on 10/23/2018. NOTICE- This Fictitious Name Statement expires five years from the date it was filed in the office of the County Clerk. (458, 407, 669, 461)
notice-heading: FICTITIOUS BUSINESS NAME STATEMENT FILE NO. 2018-270964 (909, 650, 1121, 669)
notice-publication-dates: Dates Pub: NOV. 03, 10, 17, 24, 2018 (458, 753, 570, 762)
